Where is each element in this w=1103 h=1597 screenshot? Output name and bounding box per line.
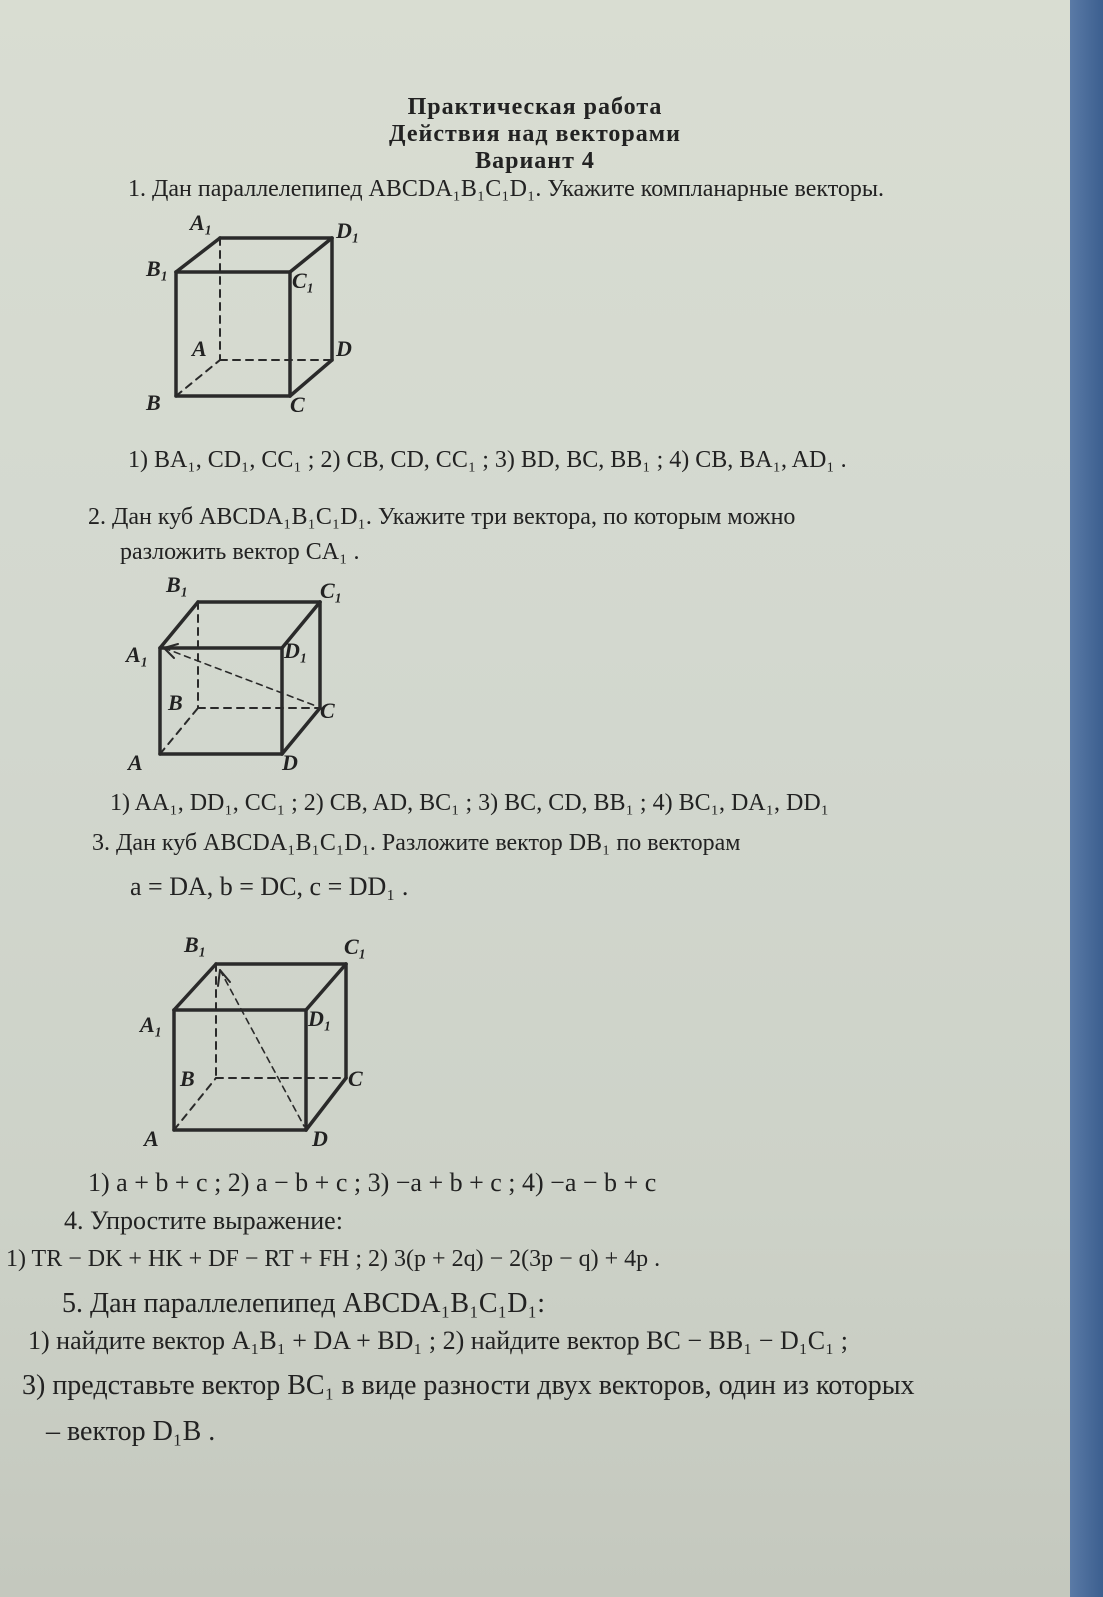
task3-text-line2: a = DA, b = DC, c = DD₁ . bbox=[130, 872, 409, 901]
header-subtitle: Действия над векторами bbox=[389, 121, 681, 147]
desk-background bbox=[1070, 0, 1103, 1597]
task4-title: 4. Упростите выражение: bbox=[64, 1206, 343, 1235]
task2-label-d: D bbox=[282, 750, 298, 775]
task3-label-b1: B₁ bbox=[184, 932, 207, 957]
task2-label-a: A bbox=[128, 750, 143, 775]
task5-line3: – вектор D₁B . bbox=[46, 1416, 216, 1447]
task2-label-b1: B₁ bbox=[166, 572, 189, 597]
header-variant: Вариант 4 bbox=[475, 148, 595, 174]
task3-label-d: D bbox=[312, 1126, 328, 1151]
task1-label-b: B bbox=[146, 390, 161, 415]
task1-label-a1: A₁ bbox=[190, 210, 213, 235]
task1-label-c1: C₁ bbox=[292, 268, 315, 293]
task4-expression: 1) TR − DK + HK + DF − RT + FH ; 2) 3(p + 2q) − 2(3p − q) + 4p . bbox=[6, 1246, 661, 1272]
task3-text-line1: 3. Дан куб ABCDA₁B₁C₁D₁. Разложите вектор DB₁ по векторам bbox=[92, 830, 741, 856]
task3-cube-figure bbox=[140, 928, 380, 1151]
task2-label-a1: A₁ bbox=[126, 642, 149, 667]
task3-label-d1: D₁ bbox=[308, 1006, 332, 1031]
task5-line1: 1) найдите вектор A₁B₁ + DA + BD₁ ; 2) найдите вектор BC − BB₁ − D₁C₁ ; bbox=[28, 1326, 848, 1355]
task2-text-line2: разложить вектор CA₁ . bbox=[120, 539, 360, 565]
header-title: Практическая работа bbox=[407, 94, 663, 120]
task3-label-c: C bbox=[348, 1066, 363, 1091]
task1-label-d: D bbox=[336, 336, 352, 361]
task1-options: 1) BA₁, CD₁, CC₁ ; 2) CB, CD, CC₁ ; 3) BD, BC, BB₁ ; 4) CB, BA₁, AD₁ . bbox=[128, 447, 847, 473]
task2-options: 1) AA₁, DD₁, CC₁ ; 2) CB, AD, BC₁ ; 3) BC, CD, BB₁ ; 4) BC₁, DA₁, DD₁ bbox=[110, 790, 830, 816]
task2-label-d1: D₁ bbox=[284, 638, 308, 663]
task5-line2: 3) представьте вектор BC₁ в виде разности двух векторов, один из которых bbox=[22, 1370, 915, 1401]
task2-label-c1: C₁ bbox=[320, 578, 343, 603]
task3-label-b: B bbox=[180, 1066, 195, 1091]
task2-label-c: C bbox=[320, 698, 335, 723]
task5-title: 5. Дан параллелепипед ABCDA₁B₁C₁D₁: bbox=[62, 1288, 546, 1319]
task2-text-line1: 2. Дан куб ABCDA₁B₁C₁D₁. Укажите три вектора, по которым можно bbox=[88, 504, 796, 530]
task2-cube-figure bbox=[120, 570, 360, 780]
task1-label-b1: B₁ bbox=[146, 256, 169, 281]
task1-label-a: A bbox=[192, 336, 207, 361]
task3-options: 1) a + b + c ; 2) a − b + c ; 3) −a + b + c ; 4) −a − b + c bbox=[88, 1168, 657, 1197]
task1-text: 1. Дан параллелепипед ABCDA₁B₁C₁D₁. Укажите компланарные векторы. bbox=[128, 176, 885, 202]
task3-label-c1: C₁ bbox=[344, 934, 367, 959]
task1-label-c: C bbox=[290, 392, 305, 417]
task3-label-a: A bbox=[144, 1126, 159, 1151]
task2-label-b: B bbox=[168, 690, 183, 715]
task3-label-a1: A₁ bbox=[140, 1012, 163, 1037]
task1-parallelepiped-figure bbox=[140, 210, 380, 420]
task1-label-d1: D₁ bbox=[336, 218, 360, 243]
